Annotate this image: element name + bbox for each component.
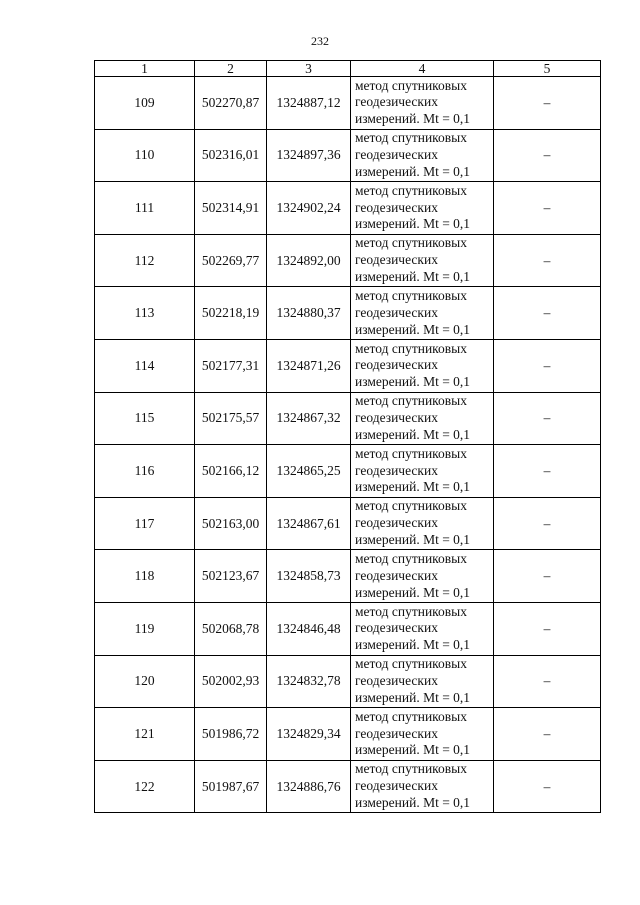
point-number-cell: 110 <box>95 129 195 182</box>
method-line: измерений. Mt = 0,1 <box>355 111 471 127</box>
method-line: геодезических <box>355 725 438 741</box>
method-line: метод спутниковых <box>355 708 467 724</box>
x-coordinate-cell: 502218,19 <box>195 287 267 340</box>
table-row <box>95 234 601 287</box>
method-line: геодезических <box>355 778 438 794</box>
method-line: измерений. Mt = 0,1 <box>355 479 471 495</box>
description-cell: – <box>494 445 601 498</box>
table-row <box>95 655 601 708</box>
x-coordinate-cell: 502316,01 <box>195 129 267 182</box>
y-coordinate-cell: 1324887,12 <box>267 77 351 130</box>
table-row <box>95 182 601 235</box>
method-line: метод спутниковых <box>355 761 467 777</box>
method-cell <box>351 234 494 287</box>
method-line: метод спутниковых <box>355 340 467 356</box>
method-cell <box>351 497 494 550</box>
method-cell <box>351 339 494 392</box>
method-line: измерений. Mt = 0,1 <box>355 321 471 337</box>
method-line: геодезических <box>355 199 438 215</box>
y-coordinate-cell: 1324858,73 <box>267 550 351 603</box>
point-number-cell: 111 <box>95 182 195 235</box>
description-cell: – <box>494 234 601 287</box>
table-row <box>95 602 601 655</box>
table-row <box>95 129 601 182</box>
header-col-5: 5 <box>494 61 601 77</box>
table-row <box>95 550 601 603</box>
point-number-cell: 120 <box>95 655 195 708</box>
method-line: измерений. Mt = 0,1 <box>355 742 471 758</box>
table-row <box>95 708 601 761</box>
description-cell: – <box>494 497 601 550</box>
header-col-3: 3 <box>267 61 351 77</box>
method-line: метод спутниковых <box>355 498 467 514</box>
method-line: измерений. Mt = 0,1 <box>355 163 471 179</box>
method-cell <box>351 392 494 445</box>
x-coordinate-cell: 501987,67 <box>195 760 267 813</box>
method-line: геодезических <box>355 252 438 268</box>
method-line: измерений. Mt = 0,1 <box>355 689 471 705</box>
header-col-4: 4 <box>351 61 494 77</box>
description-cell: – <box>494 550 601 603</box>
description-cell: – <box>494 129 601 182</box>
x-coordinate-cell: 501986,72 <box>195 708 267 761</box>
method-cell <box>351 287 494 340</box>
method-line: геодезических <box>355 515 438 531</box>
page-number: 232 <box>311 34 329 48</box>
method-line: метод спутниковых <box>355 550 467 566</box>
description-cell: – <box>494 339 601 392</box>
method-line: геодезических <box>355 304 438 320</box>
method-line: измерений. Mt = 0,1 <box>355 268 471 284</box>
method-line: метод спутниковых <box>355 603 467 619</box>
method-line: измерений. Mt = 0,1 <box>355 531 471 547</box>
y-coordinate-cell: 1324865,25 <box>267 445 351 498</box>
point-number-cell: 112 <box>95 234 195 287</box>
table-row <box>95 392 601 445</box>
method-cell <box>351 182 494 235</box>
description-cell: – <box>494 708 601 761</box>
point-number-cell: 115 <box>95 392 195 445</box>
method-line: измерений. Mt = 0,1 <box>355 216 471 232</box>
method-cell <box>351 760 494 813</box>
description-cell: – <box>494 77 601 130</box>
coordinates-table <box>94 60 601 813</box>
method-line: геодезических <box>355 672 438 688</box>
method-line: метод спутниковых <box>355 235 467 251</box>
y-coordinate-cell: 1324871,26 <box>267 339 351 392</box>
y-coordinate-cell: 1324886,76 <box>267 760 351 813</box>
point-number-cell: 118 <box>95 550 195 603</box>
method-line: метод спутниковых <box>355 287 467 303</box>
description-cell: – <box>494 602 601 655</box>
description-cell: – <box>494 392 601 445</box>
description-cell: – <box>494 655 601 708</box>
y-coordinate-cell: 1324829,34 <box>267 708 351 761</box>
point-number-cell: 116 <box>95 445 195 498</box>
method-line: измерений. Mt = 0,1 <box>355 794 471 810</box>
x-coordinate-cell: 502270,87 <box>195 77 267 130</box>
y-coordinate-cell: 1324867,32 <box>267 392 351 445</box>
method-line: измерений. Mt = 0,1 <box>355 637 471 653</box>
x-coordinate-cell: 502002,93 <box>195 655 267 708</box>
y-coordinate-cell: 1324880,37 <box>267 287 351 340</box>
point-number-cell: 113 <box>95 287 195 340</box>
header-col-2: 2 <box>195 61 267 77</box>
method-line: измерений. Mt = 0,1 <box>355 374 471 390</box>
table-row <box>95 445 601 498</box>
method-line: метод спутниковых <box>355 445 467 461</box>
y-coordinate-cell: 1324892,00 <box>267 234 351 287</box>
method-line: геодезических <box>355 567 438 583</box>
point-number-cell: 121 <box>95 708 195 761</box>
x-coordinate-cell: 502269,77 <box>195 234 267 287</box>
table-row <box>95 287 601 340</box>
method-line: метод спутниковых <box>355 656 467 672</box>
header-col-1: 1 <box>95 61 195 77</box>
point-number-cell: 119 <box>95 602 195 655</box>
method-line: геодезических <box>355 462 438 478</box>
point-number-cell: 114 <box>95 339 195 392</box>
point-number-cell: 109 <box>95 77 195 130</box>
method-cell <box>351 655 494 708</box>
y-coordinate-cell: 1324867,61 <box>267 497 351 550</box>
method-cell <box>351 708 494 761</box>
y-coordinate-cell: 1324902,24 <box>267 182 351 235</box>
method-line: метод спутниковых <box>355 130 467 146</box>
method-cell <box>351 77 494 130</box>
method-line: метод спутниковых <box>355 182 467 198</box>
method-cell <box>351 550 494 603</box>
method-line: геодезических <box>355 409 438 425</box>
description-cell: – <box>494 760 601 813</box>
method-line: геодезических <box>355 357 438 373</box>
method-line: геодезических <box>355 94 438 110</box>
x-coordinate-cell: 502166,12 <box>195 445 267 498</box>
method-line: измерений. Mt = 0,1 <box>355 426 471 442</box>
x-coordinate-cell: 502163,00 <box>195 497 267 550</box>
method-line: метод спутниковых <box>355 77 467 93</box>
method-line: измерений. Mt = 0,1 <box>355 584 471 600</box>
method-line: геодезических <box>355 146 438 162</box>
description-cell: – <box>494 287 601 340</box>
table-row <box>95 497 601 550</box>
y-coordinate-cell: 1324897,36 <box>267 129 351 182</box>
y-coordinate-cell: 1324846,48 <box>267 602 351 655</box>
x-coordinate-cell: 502068,78 <box>195 602 267 655</box>
point-number-cell: 117 <box>95 497 195 550</box>
x-coordinate-cell: 502177,31 <box>195 339 267 392</box>
method-cell <box>351 445 494 498</box>
table-row <box>95 760 601 813</box>
point-number-cell: 122 <box>95 760 195 813</box>
table-body <box>95 77 601 813</box>
description-cell: – <box>494 182 601 235</box>
method-cell <box>351 129 494 182</box>
x-coordinate-cell: 502123,67 <box>195 550 267 603</box>
header-row <box>95 61 601 77</box>
table-row <box>95 77 601 130</box>
x-coordinate-cell: 502314,91 <box>195 182 267 235</box>
x-coordinate-cell: 502175,57 <box>195 392 267 445</box>
method-line: геодезических <box>355 620 438 636</box>
method-line: метод спутниковых <box>355 393 467 409</box>
y-coordinate-cell: 1324832,78 <box>267 655 351 708</box>
table-row <box>95 339 601 392</box>
method-cell <box>351 602 494 655</box>
